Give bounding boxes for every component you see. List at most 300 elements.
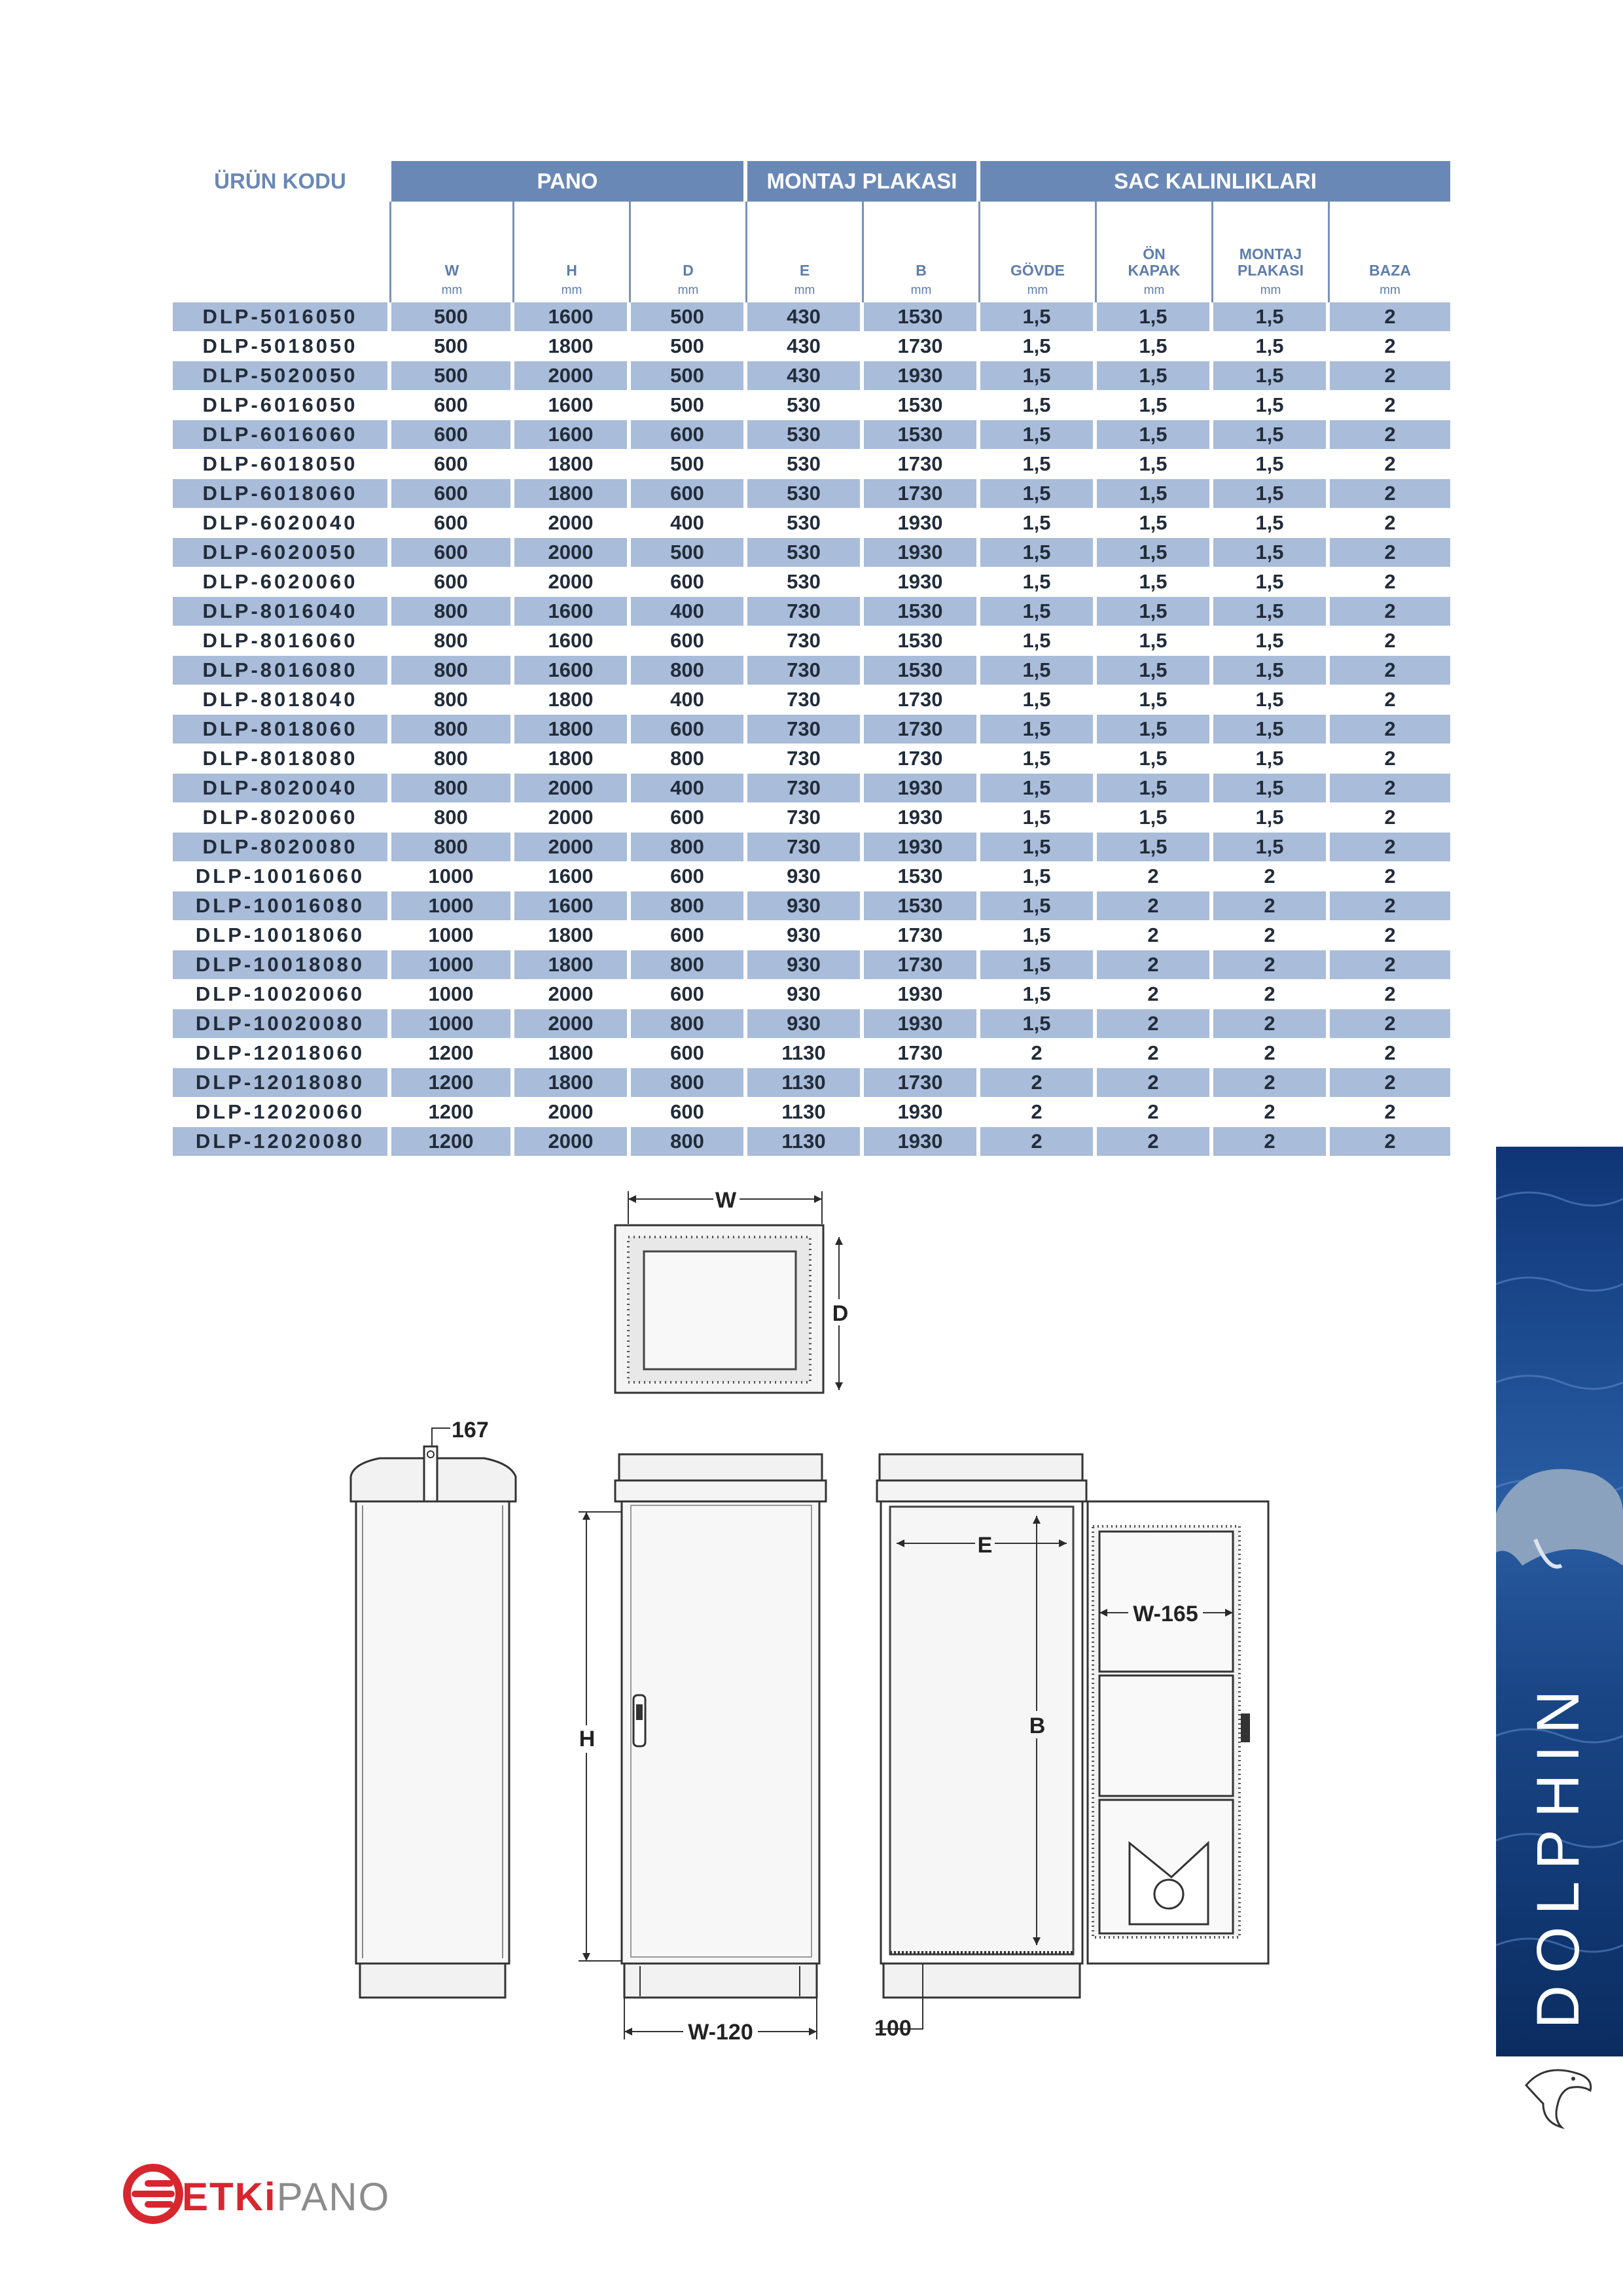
table-cell: 2 xyxy=(1330,479,1450,509)
table-cell: 800 xyxy=(631,656,747,685)
logo-part-pano: PANO xyxy=(276,2175,391,2219)
table-cell: 1930 xyxy=(864,833,980,862)
product-code-cell: DLP-5016050 xyxy=(173,302,391,332)
product-code-cell: DLP-8016040 xyxy=(173,597,391,626)
table-cell: 600 xyxy=(391,450,514,479)
table-row xyxy=(173,597,1450,626)
table-cell: 800 xyxy=(391,715,514,744)
table-cell: 1,5 xyxy=(1097,479,1213,509)
table-cell: 1930 xyxy=(864,1127,980,1157)
table-cell: 1,5 xyxy=(1213,626,1330,656)
table-cell: 1000 xyxy=(391,980,514,1009)
pano-header: PANO xyxy=(391,161,747,202)
table-cell: 2 xyxy=(1330,833,1450,862)
table-cell: 1,5 xyxy=(1213,479,1330,509)
table-cell: 1,5 xyxy=(1213,833,1330,862)
table-cell: 2 xyxy=(1330,1009,1450,1039)
product-code-cell: DLP-8016080 xyxy=(173,656,391,685)
unit-label: mm xyxy=(980,279,1097,302)
table-cell: 530 xyxy=(747,567,864,597)
table-cell: 800 xyxy=(631,1127,747,1157)
dolphin-vertical-title: DOLPHIN xyxy=(1525,1678,1592,2029)
subheader-on-kapak xyxy=(1097,202,1213,279)
table-row xyxy=(173,420,1450,450)
table-cell: 1800 xyxy=(514,950,631,980)
table-cell: 1730 xyxy=(864,921,980,950)
subheader-montaj-line2: PLAKASI xyxy=(1238,262,1304,279)
table-cell: 530 xyxy=(747,538,864,567)
table-cell: 1600 xyxy=(514,420,631,450)
table-cell: 730 xyxy=(747,597,864,626)
table-cell: 1,5 xyxy=(980,803,1097,833)
table-cell: 2 xyxy=(980,1098,1097,1127)
table-cell: 1800 xyxy=(514,921,631,950)
table-cell: 800 xyxy=(391,744,514,774)
table-cell: 2 xyxy=(1330,302,1450,332)
top-w-label: W xyxy=(715,1188,737,1213)
sac-kalinliklari-header: SAC KALINLIKLARI xyxy=(980,161,1450,202)
table-cell: 2 xyxy=(1097,1068,1213,1098)
logo-part-etki: ETKi xyxy=(182,2175,277,2219)
table-cell: 1530 xyxy=(864,862,980,891)
product-code-cell: DLP-10020060 xyxy=(173,980,391,1009)
inside-e-label: E xyxy=(977,1533,993,1558)
table-cell: 2 xyxy=(1330,891,1450,921)
table-cell: 930 xyxy=(747,862,864,891)
table-cell: 2 xyxy=(1330,950,1450,980)
table-cell: 1,5 xyxy=(980,538,1097,567)
table-cell: 1,5 xyxy=(1097,833,1213,862)
table-cell: 2 xyxy=(1330,597,1450,626)
table-cell: 500 xyxy=(631,538,747,567)
table-cell: 1600 xyxy=(514,597,631,626)
table-cell: 2 xyxy=(1330,361,1450,391)
table-cell: 2 xyxy=(1213,1098,1330,1127)
table-cell: 2 xyxy=(1330,744,1450,774)
table-cell: 1530 xyxy=(864,420,980,450)
table-cell: 1,5 xyxy=(980,450,1097,479)
table-cell: 730 xyxy=(747,833,864,862)
table-cell: 600 xyxy=(631,420,747,450)
table-cell: 1,5 xyxy=(1097,450,1213,479)
table-row xyxy=(173,302,1450,332)
table-cell: 1800 xyxy=(514,450,631,479)
table-row xyxy=(173,538,1450,567)
table-cell: 1800 xyxy=(514,685,631,715)
table-cell: 2000 xyxy=(514,567,631,597)
table-cell: 2 xyxy=(1330,1127,1450,1157)
table-row xyxy=(173,744,1450,774)
table-cell: 730 xyxy=(747,715,864,744)
table-cell: 500 xyxy=(631,450,747,479)
table-cell: 1,5 xyxy=(1213,715,1330,744)
table-cell: 2 xyxy=(1213,862,1330,891)
table-cell: 2000 xyxy=(514,538,631,567)
table-cell: 2 xyxy=(1330,980,1450,1009)
table-cell: 1,5 xyxy=(980,891,1097,921)
table-cell: 1,5 xyxy=(980,361,1097,391)
table-row xyxy=(173,980,1450,1009)
table-cell: 2 xyxy=(1213,950,1330,980)
table-cell: 800 xyxy=(631,833,747,862)
table-cell: 1,5 xyxy=(980,332,1097,361)
table-row xyxy=(173,361,1450,391)
table-cell: 1,5 xyxy=(980,774,1097,803)
table-row xyxy=(173,332,1450,361)
table-cell: 1730 xyxy=(864,685,980,715)
table-row xyxy=(173,833,1450,862)
product-code-cell: DLP-12020060 xyxy=(173,1098,391,1127)
table-cell: 500 xyxy=(631,332,747,361)
unit-label: mm xyxy=(1213,279,1330,302)
product-code-cell: DLP-10018080 xyxy=(173,950,391,980)
table-cell: 500 xyxy=(631,302,747,332)
table-cell: 530 xyxy=(747,391,864,420)
table-cell: 2000 xyxy=(514,509,631,538)
table-cell: 1730 xyxy=(864,1039,980,1068)
table-cell: 1530 xyxy=(864,391,980,420)
product-code-cell: DLP-8018040 xyxy=(173,685,391,715)
table-cell: 1130 xyxy=(747,1039,864,1068)
table-cell: 800 xyxy=(631,1068,747,1098)
table-cell: 930 xyxy=(747,1009,864,1039)
table-cell: 800 xyxy=(391,656,514,685)
table-row xyxy=(173,685,1450,715)
product-code-cell: DLP-6018060 xyxy=(173,479,391,509)
table-cell: 2 xyxy=(1330,450,1450,479)
table-cell: 1,5 xyxy=(1097,420,1213,450)
table-cell: 1,5 xyxy=(980,391,1097,420)
table-cell: 530 xyxy=(747,509,864,538)
table-cell: 2 xyxy=(980,1068,1097,1098)
table-row xyxy=(173,567,1450,597)
table-cell: 2 xyxy=(1330,803,1450,833)
table-cell: 1,5 xyxy=(1213,509,1330,538)
table-cell: 930 xyxy=(747,950,864,980)
table-cell: 1600 xyxy=(514,626,631,656)
product-code-cell: DLP-10016080 xyxy=(173,891,391,921)
table-cell: 600 xyxy=(391,567,514,597)
subheader-h: H xyxy=(514,202,631,279)
table-cell: 600 xyxy=(631,921,747,950)
table-row xyxy=(173,774,1450,803)
table-cell: 2 xyxy=(1330,332,1450,361)
subheader-govde: GÖVDE xyxy=(980,202,1097,279)
product-code-cell: DLP-6020050 xyxy=(173,538,391,567)
table-cell: 2000 xyxy=(514,1098,631,1127)
table-cell: 600 xyxy=(631,626,747,656)
table-cell: 2 xyxy=(1330,656,1450,685)
table-cell: 1200 xyxy=(391,1098,514,1127)
unit-label: mm xyxy=(1380,283,1400,297)
table-cell: 500 xyxy=(391,332,514,361)
table-cell: 2 xyxy=(1330,538,1450,567)
table-cell: 1000 xyxy=(391,950,514,980)
table-cell: 800 xyxy=(391,685,514,715)
unit-label: mm xyxy=(391,279,514,302)
table-cell: 1800 xyxy=(514,1068,631,1098)
table-cell: 1530 xyxy=(864,597,980,626)
product-code-cell: DLP-6020040 xyxy=(173,509,391,538)
table-cell: 600 xyxy=(631,1039,747,1068)
table-cell: 1,5 xyxy=(980,862,1097,891)
table-cell: 400 xyxy=(631,774,747,803)
table-cell: 1,5 xyxy=(1213,538,1330,567)
table-row xyxy=(173,1098,1450,1127)
table-cell: 400 xyxy=(631,509,747,538)
table-cell: 2000 xyxy=(514,361,631,391)
table-cell: 1,5 xyxy=(1213,744,1330,774)
table-cell: 1130 xyxy=(747,1127,864,1157)
table-cell: 600 xyxy=(631,862,747,891)
product-code-cell: DLP-8020080 xyxy=(173,833,391,862)
table-cell: 1800 xyxy=(514,479,631,509)
product-code-cell: DLP-10016060 xyxy=(173,862,391,891)
table-cell: 2 xyxy=(1097,891,1213,921)
table-cell: 500 xyxy=(391,302,514,332)
table-cell: 2 xyxy=(1097,980,1213,1009)
table-cell: 400 xyxy=(631,685,747,715)
table-cell: 400 xyxy=(631,597,747,626)
table-cell: 600 xyxy=(631,1098,747,1127)
table-cell: 1530 xyxy=(864,626,980,656)
table-cell: 1,5 xyxy=(1097,744,1213,774)
subheader-baza: BAZA xyxy=(1369,262,1411,279)
table-cell: 730 xyxy=(747,803,864,833)
table-cell: 1,5 xyxy=(1097,302,1213,332)
product-code-cell: DLP-8020060 xyxy=(173,803,391,833)
table-cell: 600 xyxy=(391,509,514,538)
table-row xyxy=(173,626,1450,656)
table-cell: 1,5 xyxy=(980,509,1097,538)
table-cell: 2000 xyxy=(514,980,631,1009)
table-cell: 800 xyxy=(631,1009,747,1039)
table-cell: 2 xyxy=(1330,567,1450,597)
table-row xyxy=(173,479,1450,509)
table-cell: 1930 xyxy=(864,538,980,567)
table-cell: 500 xyxy=(631,391,747,420)
table-cell: 1600 xyxy=(514,891,631,921)
table-cell: 1,5 xyxy=(980,921,1097,950)
product-code-header: ÜRÜN KODU xyxy=(173,161,391,202)
subheader-on-kapak-line1: ÖN xyxy=(1143,245,1166,262)
table-cell: 1530 xyxy=(864,891,980,921)
table-cell: 600 xyxy=(391,479,514,509)
etkipano-logo-text xyxy=(182,2174,390,2219)
table-cell: 730 xyxy=(747,744,864,774)
dolphin-side-strip xyxy=(1496,1147,1623,2056)
inside-b-label: B xyxy=(1029,1713,1046,1738)
table-cell: 1,5 xyxy=(1213,685,1330,715)
product-code-cell: DLP-6016060 xyxy=(173,420,391,450)
table-cell: 800 xyxy=(631,744,747,774)
table-cell: 1730 xyxy=(864,1068,980,1098)
table-cell: 2 xyxy=(1330,862,1450,891)
table-cell: 1,5 xyxy=(980,302,1097,332)
table-cell: 2 xyxy=(1097,1098,1213,1127)
table-cell: 1,5 xyxy=(980,626,1097,656)
subheader-montaj-plakasi xyxy=(1213,202,1330,279)
front-w120-label: W-120 xyxy=(688,2020,753,2045)
table-cell: 2 xyxy=(1213,1039,1330,1068)
base-100-label: 100 xyxy=(874,2016,912,2041)
side-view xyxy=(351,1428,516,1998)
table-cell: 2 xyxy=(1213,1009,1330,1039)
subheader-w: W xyxy=(391,202,514,279)
table-cell: 1730 xyxy=(864,950,980,980)
table-cell: 1,5 xyxy=(980,567,1097,597)
table-cell: 1,5 xyxy=(1213,361,1330,391)
table-cell: 1,5 xyxy=(1213,656,1330,685)
table-cell: 1,5 xyxy=(980,597,1097,626)
table-cell: 1130 xyxy=(747,1068,864,1098)
table-cell: 800 xyxy=(391,626,514,656)
table-cell: 1,5 xyxy=(1097,685,1213,715)
table-cell: 800 xyxy=(391,803,514,833)
table-cell: 2 xyxy=(1097,1009,1213,1039)
table-cell: 1930 xyxy=(864,567,980,597)
top-d-label: D xyxy=(832,1301,849,1326)
table-cell: 800 xyxy=(391,774,514,803)
product-code-cell: DLP-10020080 xyxy=(173,1009,391,1039)
spec-table-body xyxy=(173,302,1450,1157)
table-cell: 1,5 xyxy=(1213,302,1330,332)
spec-table xyxy=(173,161,1450,1157)
product-code-cell: DLP-6020060 xyxy=(173,567,391,597)
table-row xyxy=(173,803,1450,833)
table-cell: 2 xyxy=(1097,921,1213,950)
product-code-cell: DLP-6016050 xyxy=(173,391,391,420)
table-cell: 1800 xyxy=(514,715,631,744)
table-cell: 2 xyxy=(1330,1068,1450,1098)
table-cell: 930 xyxy=(747,980,864,1009)
dolphin-shape xyxy=(1496,1469,1623,1566)
table-cell: 530 xyxy=(747,420,864,450)
table-cell: 1,5 xyxy=(1097,332,1213,361)
table-cell: 2000 xyxy=(514,1009,631,1039)
table-cell: 1,5 xyxy=(1097,803,1213,833)
table-cell: 1000 xyxy=(391,862,514,891)
table-cell: 1,5 xyxy=(1097,538,1213,567)
table-cell: 1000 xyxy=(391,891,514,921)
table-cell: 1,5 xyxy=(1097,567,1213,597)
table-cell: 600 xyxy=(631,479,747,509)
table-cell: 1,5 xyxy=(980,980,1097,1009)
table-row xyxy=(173,450,1450,479)
table-cell: 600 xyxy=(391,391,514,420)
product-code-cell: DLP-5018050 xyxy=(173,332,391,361)
front-h-label: H xyxy=(579,1727,596,1751)
table-cell: 1,5 xyxy=(1213,450,1330,479)
table-cell: 430 xyxy=(747,332,864,361)
table-cell: 1800 xyxy=(514,744,631,774)
table-cell: 730 xyxy=(747,685,864,715)
table-cell: 2 xyxy=(1097,862,1213,891)
table-row xyxy=(173,1009,1450,1039)
table-cell: 730 xyxy=(747,774,864,803)
table-cell: 500 xyxy=(631,361,747,391)
table-cell: 930 xyxy=(747,891,864,921)
subheader-montaj-line1: MONTAJ xyxy=(1239,245,1302,262)
table-cell: 2 xyxy=(1330,391,1450,420)
table-cell: 2 xyxy=(980,1127,1097,1157)
table-cell: 2 xyxy=(1330,1039,1450,1068)
table-cell: 2 xyxy=(1213,980,1330,1009)
table-cell: 1930 xyxy=(864,803,980,833)
table-cell: 1,5 xyxy=(1213,597,1330,626)
table-cell: 2 xyxy=(1330,626,1450,656)
table-cell: 800 xyxy=(631,950,747,980)
table-cell: 1,5 xyxy=(1213,567,1330,597)
subheader-spacer xyxy=(173,202,391,279)
table-cell: 1,5 xyxy=(1097,656,1213,685)
table-cell: 1200 xyxy=(391,1068,514,1098)
table-cell: 1,5 xyxy=(1213,420,1330,450)
unit-label: mm xyxy=(1097,279,1213,302)
table-cell: 1,5 xyxy=(1097,774,1213,803)
table-cell: 600 xyxy=(631,803,747,833)
unit-spacer xyxy=(173,279,391,302)
table-cell: 2000 xyxy=(514,1127,631,1157)
table-cell: 1930 xyxy=(864,774,980,803)
table-cell: 600 xyxy=(391,420,514,450)
table-cell: 1,5 xyxy=(980,1009,1097,1039)
table-cell: 500 xyxy=(391,361,514,391)
table-cell: 1,5 xyxy=(980,656,1097,685)
product-code-cell: DLP-8020040 xyxy=(173,774,391,803)
top-view xyxy=(615,1188,849,1393)
table-cell: 2 xyxy=(1213,1068,1330,1098)
table-cell: 1930 xyxy=(864,509,980,538)
table-cell: 1930 xyxy=(864,980,980,1009)
table-cell: 1730 xyxy=(864,715,980,744)
side-167-label: 167 xyxy=(452,1418,489,1443)
subheader-b: B xyxy=(864,202,980,279)
table-cell: 2 xyxy=(1330,509,1450,538)
table-cell: 1,5 xyxy=(980,950,1097,980)
table-cell: 800 xyxy=(391,597,514,626)
table-cell: 2000 xyxy=(514,803,631,833)
table-cell: 2 xyxy=(1330,1098,1450,1127)
table-cell: 1130 xyxy=(747,1098,864,1127)
table-cell: 1930 xyxy=(864,1009,980,1039)
table-cell: 1,5 xyxy=(1213,774,1330,803)
table-row xyxy=(173,862,1450,891)
subheader-on-kapak-line2: KAPAK xyxy=(1128,262,1181,279)
product-code-cell: DLP-8018060 xyxy=(173,715,391,744)
table-cell: 2 xyxy=(1330,921,1450,950)
table-cell: 2 xyxy=(1213,1127,1330,1157)
table-cell: 930 xyxy=(747,921,864,950)
open-cabinet-view xyxy=(876,1454,1268,2029)
table-cell: 1,5 xyxy=(1097,715,1213,744)
table-cell: 2000 xyxy=(514,774,631,803)
table-row xyxy=(173,656,1450,685)
table-cell: 730 xyxy=(747,626,864,656)
table-cell: 1730 xyxy=(864,450,980,479)
table-cell: 1,5 xyxy=(1213,332,1330,361)
table-cell: 1,5 xyxy=(1213,803,1330,833)
table-cell: 1530 xyxy=(864,656,980,685)
table-cell: 430 xyxy=(747,302,864,332)
table-cell: 1,5 xyxy=(980,685,1097,715)
table-cell: 2000 xyxy=(514,833,631,862)
front-view xyxy=(576,1454,826,2045)
table-cell: 430 xyxy=(747,361,864,391)
table-cell: 1200 xyxy=(391,1039,514,1068)
table-cell: 1600 xyxy=(514,656,631,685)
table-cell: 600 xyxy=(631,715,747,744)
